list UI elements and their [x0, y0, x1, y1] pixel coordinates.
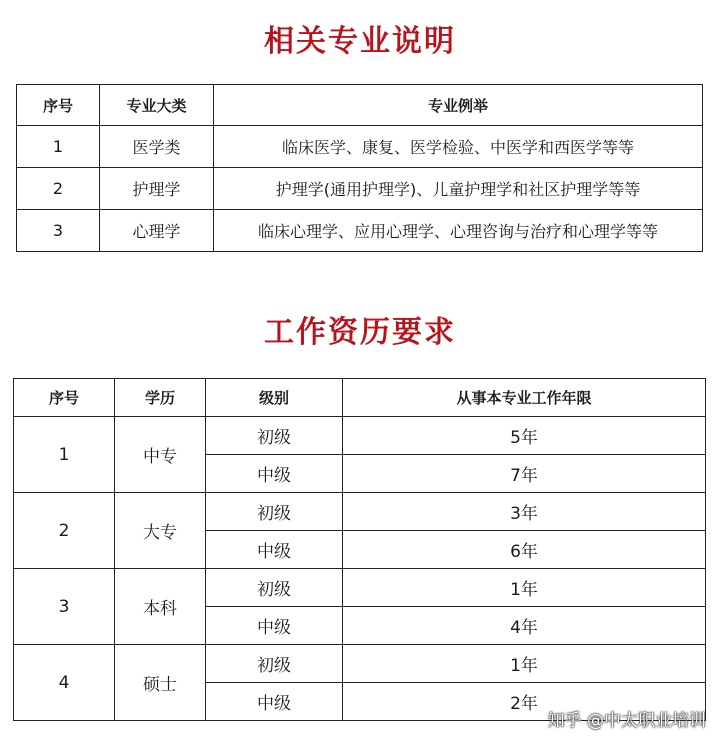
cell-years: 6年	[343, 531, 706, 569]
experience-table	[13, 378, 706, 721]
cell-level: 初级	[206, 417, 343, 455]
header-level: 级别	[206, 379, 343, 417]
cell-level: 中级	[206, 683, 343, 721]
cell-level: 中级	[206, 455, 343, 493]
cell-years: 3年	[343, 493, 706, 531]
cell-no: 3	[14, 569, 115, 645]
majors-table	[16, 84, 703, 252]
table-row	[17, 210, 703, 252]
cell-level: 中级	[206, 607, 343, 645]
cell-no: 2	[14, 493, 115, 569]
section-title-experience: 工作资历要求	[264, 315, 456, 350]
header-examples: 专业例举	[214, 85, 703, 126]
section-title-majors: 相关专业说明	[264, 24, 456, 59]
cell-category: 护理学	[100, 168, 214, 210]
cell-years: 2年	[343, 683, 706, 721]
cell-examples: 护理学(通用护理学)、儿童护理学和社区护理学等等	[214, 168, 703, 210]
cell-level: 初级	[206, 645, 343, 683]
cell-years: 4年	[343, 607, 706, 645]
cell-education: 硕士	[115, 645, 206, 721]
cell-education: 中专	[115, 417, 206, 493]
header-no: 序号	[14, 379, 115, 417]
cell-no: 2	[17, 168, 100, 210]
cell-years: 1年	[343, 569, 706, 607]
cell-examples: 临床医学、康复、医学检验、中医学和西医学等等	[214, 126, 703, 168]
header-years: 从事本专业工作年限	[343, 379, 706, 417]
cell-no: 1	[14, 417, 115, 493]
cell-level: 初级	[206, 569, 343, 607]
cell-education: 本科	[115, 569, 206, 645]
header-category: 专业大类	[100, 85, 214, 126]
cell-no: 3	[17, 210, 100, 252]
cell-education: 大专	[115, 493, 206, 569]
cell-years: 1年	[343, 645, 706, 683]
table-row	[14, 493, 706, 531]
table-header-row	[17, 85, 703, 126]
cell-examples: 临床心理学、应用心理学、心理咨询与治疗和心理学等等	[214, 210, 703, 252]
header-education: 学历	[115, 379, 206, 417]
watermark: 知乎 @中太职业培训	[547, 711, 706, 731]
table-row	[17, 126, 703, 168]
table-row	[14, 569, 706, 607]
cell-years: 5年	[343, 417, 706, 455]
cell-no: 4	[14, 645, 115, 721]
cell-category: 心理学	[100, 210, 214, 252]
header-no: 序号	[17, 85, 100, 126]
cell-level: 中级	[206, 531, 343, 569]
table-row	[14, 645, 706, 683]
cell-years: 7年	[343, 455, 706, 493]
cell-no: 1	[17, 126, 100, 168]
table-row	[14, 417, 706, 455]
cell-category: 医学类	[100, 126, 214, 168]
table-header-row	[14, 379, 706, 417]
cell-level: 初级	[206, 493, 343, 531]
table-row	[17, 168, 703, 210]
